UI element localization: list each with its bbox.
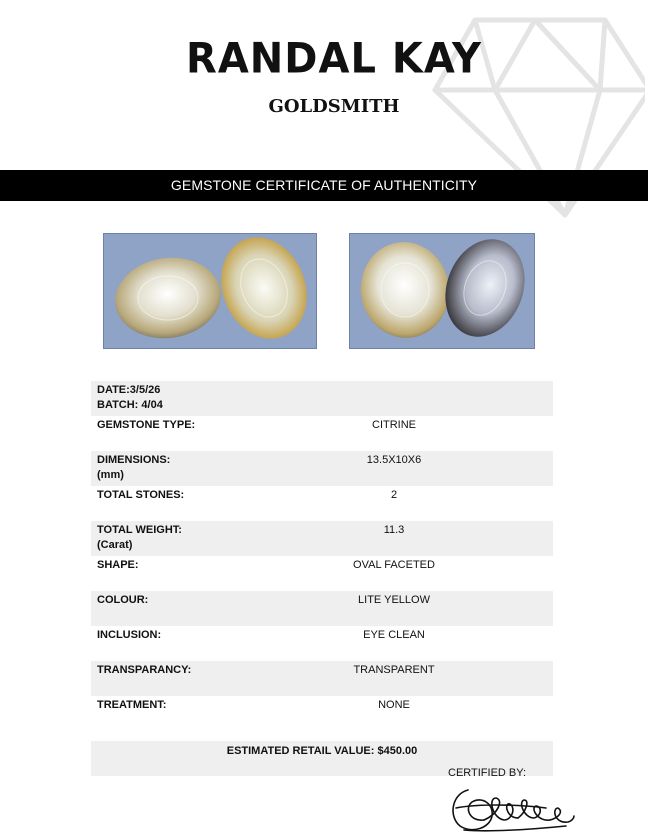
colour-row	[91, 591, 553, 626]
dimensions-row	[91, 451, 553, 486]
row-label-unit: (Carat)	[97, 539, 133, 551]
transparancy-row	[91, 661, 553, 696]
inclusion-row	[91, 626, 553, 661]
row-value: CITRINE	[372, 419, 416, 431]
shape-row	[91, 556, 553, 591]
batch-label: BATCH: 4/04	[97, 399, 163, 411]
row-value: 11.3	[383, 524, 405, 536]
row-value: 2	[390, 489, 398, 501]
row-label: INCLUSION:	[97, 629, 162, 641]
row-label: TREATMENT:	[97, 699, 167, 711]
row-label: TOTAL STONES:	[97, 489, 185, 501]
row-label: DIMENSIONS:	[97, 454, 171, 466]
row-value: OVAL FACETED	[353, 559, 435, 571]
row-value: 13.5X10X6	[366, 454, 422, 466]
signature-icon	[446, 778, 576, 836]
row-label: COLOUR:	[97, 594, 149, 606]
gemstone-photo-left	[103, 233, 317, 349]
row-label: SHAPE:	[97, 559, 139, 571]
brand-subtitle: GOLDSMITH	[268, 96, 400, 117]
row-label: GEMSTONE TYPE:	[97, 419, 196, 431]
date-label: DATE:3/5/26	[97, 384, 161, 396]
row-label-unit: (mm)	[97, 469, 124, 481]
row-value: LITE YELLOW	[358, 594, 430, 606]
certificate-details-table	[91, 381, 553, 776]
certified-by-label: CERTIFIED BY:	[448, 767, 527, 779]
total-stones-row	[91, 486, 553, 521]
row-label: TOTAL WEIGHT:	[97, 524, 182, 536]
gemstone-photo-right	[349, 233, 535, 349]
gemstone-type-row	[91, 416, 553, 451]
row-value: TRANSPARENT	[353, 664, 435, 676]
row-value: EYE CLEAN	[363, 629, 425, 641]
row-value: NONE	[378, 699, 410, 711]
date-batch-row	[91, 381, 553, 416]
total-weight-row	[91, 521, 553, 556]
certificate-banner: GEMSTONE CERTIFICATE OF AUTHENTICITY	[0, 170, 648, 201]
treatment-row	[91, 696, 553, 731]
row-label: TRANSPARANCY:	[97, 664, 192, 676]
brand-name: RANDAL KAY	[186, 34, 482, 84]
retail-value: ESTIMATED RETAIL VALUE: $450.00	[226, 745, 418, 757]
